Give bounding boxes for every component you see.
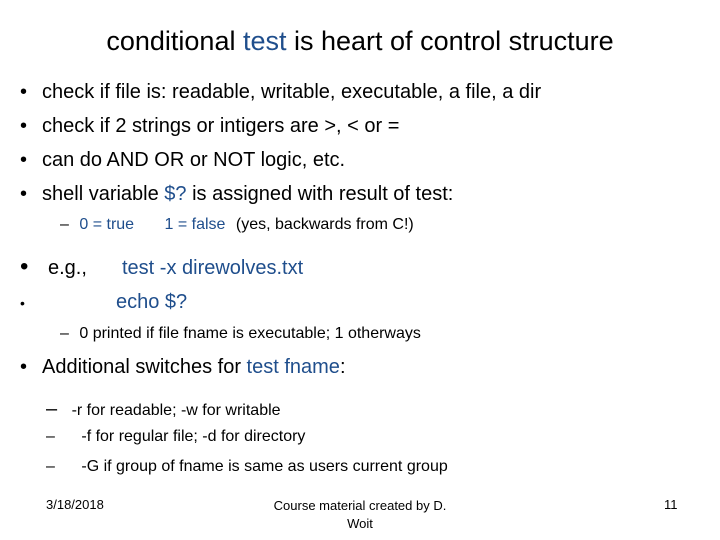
bullet-dot: •: [20, 81, 28, 103]
sub-bullet: – -f for regular file; -d for directory: [46, 428, 306, 445]
footer-credit: Course material created by D. Woit: [273, 498, 447, 531]
footer-date: 3/18/2018: [46, 497, 104, 512]
slide-title: conditional test is heart of control structure: [106, 26, 614, 56]
sub-bullet: – -G if group of fname is same as users current group: [46, 458, 448, 475]
page-number: 11: [664, 497, 678, 512]
bullet-dot: •: [20, 115, 28, 137]
sub-bullet: – 0 printed if file fname is executable; 1 otherways: [60, 325, 421, 342]
bullet-dot: •: [20, 356, 28, 378]
bullet-dot: •: [20, 183, 28, 205]
sub-bullet: – 0 = true 1 = false (yes, backwards from C!): [60, 216, 414, 233]
sub-bullet: – -r for readable; -w for writable: [46, 398, 281, 420]
bullet-dot: •: [20, 253, 29, 280]
bullet-dot: •: [20, 295, 25, 311]
bullet-dot: •: [20, 149, 28, 171]
